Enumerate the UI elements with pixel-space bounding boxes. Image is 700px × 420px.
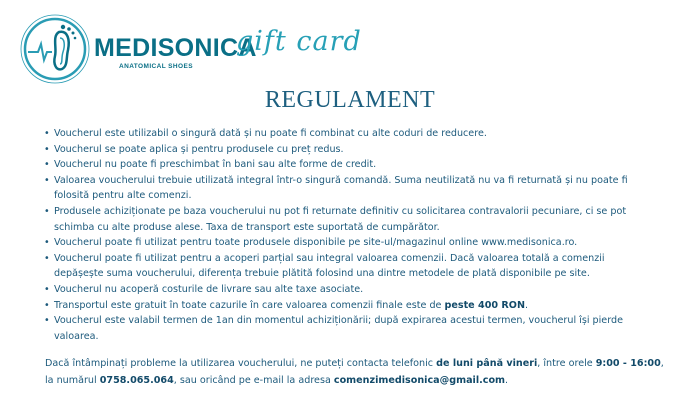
rule-item: • Voucherul se poate aplica și pentru produsele cu preț redus. xyxy=(36,142,646,158)
contact-footer xyxy=(45,355,665,389)
brand-tagline: ANATOMICAL SHOES xyxy=(119,63,193,70)
contact-hours: 9:00 - 16:00 xyxy=(595,358,661,369)
contact-line-1 xyxy=(45,355,665,372)
contact-text: la numărul xyxy=(45,375,100,386)
rule-item-shipping xyxy=(36,298,646,314)
brand-name: MEDISONICA xyxy=(94,34,257,62)
gift-card-label: gift card xyxy=(236,26,362,57)
page-title: REGULAMENT xyxy=(264,87,436,113)
contact-email[interactable]: comenzimedisonica@gmail.com xyxy=(333,375,506,386)
rule-item: • Valoarea voucherului trebuie utilizată integral într-o singură comandă. Suma neutilizată nu va fi returnată și nu poate fi folosită pentru alte comenzi. xyxy=(36,173,646,204)
contact-text: , între orele xyxy=(537,358,596,369)
contact-text: . xyxy=(505,375,509,386)
contact-line-2 xyxy=(45,372,665,389)
contact-text: , sau oricând pe e-mail la adresa xyxy=(173,375,334,386)
rule-item: • Voucherul poate fi utilizat pentru a acoperi parțial sau integral valoarea comenzii. Dacă valoarea totală a comenzii depășește suma voucherului, diferența trebuie plătită folosind una dintre metodele de plată disponibile pe site. xyxy=(36,251,646,282)
rule-item: • Produsele achiziționate pe baza voucherului nu pot fi returnate definitiv cu solicitarea contravalorii pecuniare, ci se pot schimba cu alte produse alese. Taxa de transport este suportată de cumpărător. xyxy=(36,204,646,235)
rule-item: • Voucherul nu poate fi preschimbat în bani sau alte forme de credit. xyxy=(36,157,646,173)
rules-list xyxy=(36,126,646,344)
contact-days: de luni până vineri xyxy=(436,358,538,369)
contact-phone: 0758.065.064 xyxy=(99,375,174,386)
rule-item: • Voucherul poate fi utilizat pentru toate produsele disponibile pe site-ul/magazinul online www.medisonica.ro. xyxy=(36,235,646,251)
contact-text: , xyxy=(660,358,664,369)
shipping-threshold: peste 400 RON xyxy=(444,299,525,311)
shipping-rule-end: . xyxy=(524,299,529,311)
contact-text: Dacă întâmpinați probleme la utilizarea voucherului, ne puteți contacta telefonic xyxy=(45,358,437,369)
medisonica-logo-icon xyxy=(20,14,90,84)
shipping-rule-text: Transportul este gratuit în toate cazurile în care valoarea comenzii finale este de xyxy=(54,299,445,311)
rule-item: • Voucherul nu acoperă costurile de livrare sau alte taxe asociate. xyxy=(36,282,646,298)
rule-item: • Voucherul este valabil termen de 1an din momentul achiziționării; după expirarea acestui termen, voucherul își pierde valoarea. xyxy=(36,313,646,344)
rule-item: • Voucherul este utilizabil o singură dată și nu poate fi combinat cu alte coduri de reducere. xyxy=(36,126,646,142)
